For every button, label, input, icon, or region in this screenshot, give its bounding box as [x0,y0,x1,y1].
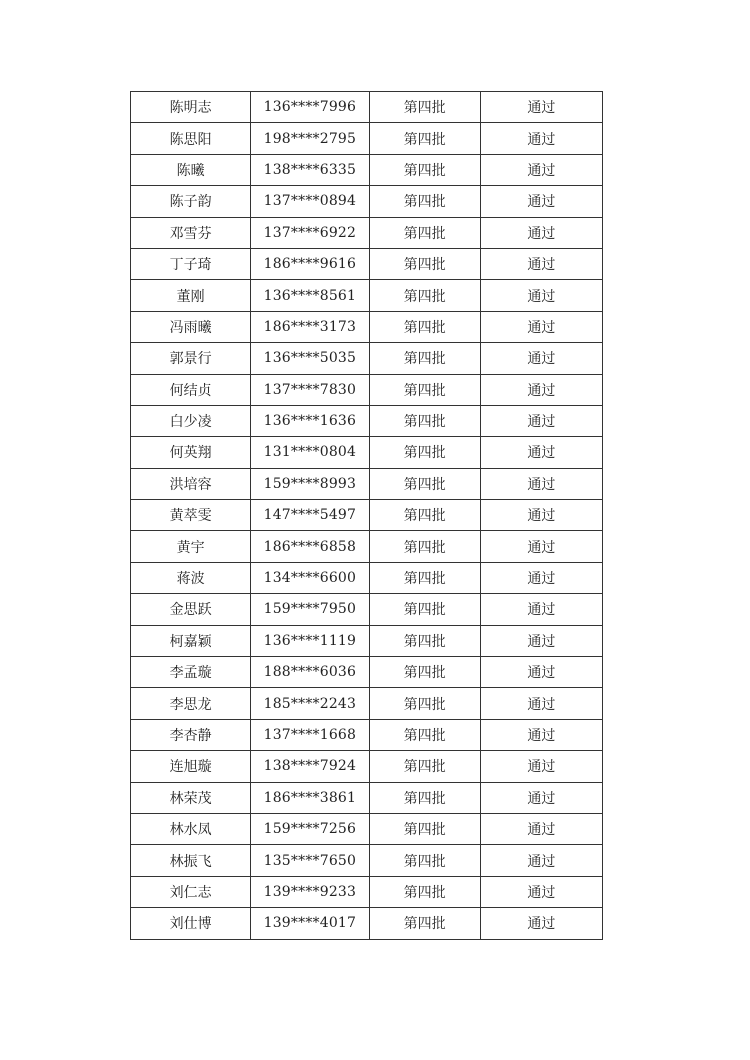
batch-cell: 第四批 [369,500,480,531]
phone-cell: 198****2795 [251,123,369,154]
status-cell: 通过 [480,531,602,562]
status-cell: 通过 [480,92,602,123]
phone-cell: 186****9616 [251,248,369,279]
table-row [131,248,603,279]
status-cell: 通过 [480,562,602,593]
name-cell: 柯嘉颖 [131,625,251,656]
table-row [131,343,603,374]
name-cell: 蒋波 [131,562,251,593]
status-cell: 通过 [480,217,602,248]
status-cell: 通过 [480,343,602,374]
status-cell: 通过 [480,876,602,907]
batch-cell: 第四批 [369,248,480,279]
batch-cell: 第四批 [369,123,480,154]
batch-cell: 第四批 [369,437,480,468]
batch-cell: 第四批 [369,876,480,907]
status-cell: 通过 [480,468,602,499]
name-cell: 白少凌 [131,405,251,436]
phone-cell: 139****9233 [251,876,369,907]
batch-cell: 第四批 [369,343,480,374]
batch-cell: 第四批 [369,782,480,813]
status-cell: 通过 [480,657,602,688]
table-row [131,562,603,593]
table-row [131,374,603,405]
table-row [131,405,603,436]
table-row [131,186,603,217]
name-cell: 洪培容 [131,468,251,499]
batch-cell: 第四批 [369,154,480,185]
status-cell: 通过 [480,123,602,154]
status-cell: 通过 [480,625,602,656]
status-cell: 通过 [480,594,602,625]
batch-cell: 第四批 [369,217,480,248]
phone-cell: 147****5497 [251,500,369,531]
batch-cell: 第四批 [369,311,480,342]
table-row [131,876,603,907]
batch-cell: 第四批 [369,280,480,311]
table-row [131,625,603,656]
batch-cell: 第四批 [369,719,480,750]
status-cell: 通过 [480,280,602,311]
name-cell: 林水凤 [131,813,251,844]
status-cell: 通过 [480,908,602,939]
batch-cell: 第四批 [369,531,480,562]
status-cell: 通过 [480,311,602,342]
phone-cell: 188****6036 [251,657,369,688]
name-cell: 刘仁志 [131,876,251,907]
phone-cell: 139****4017 [251,908,369,939]
table-row [131,92,603,123]
batch-cell: 第四批 [369,751,480,782]
roster-table [130,91,603,940]
name-cell: 黄萃雯 [131,500,251,531]
table-row [131,500,603,531]
status-cell: 通过 [480,688,602,719]
batch-cell: 第四批 [369,657,480,688]
name-cell: 陈曦 [131,154,251,185]
batch-cell: 第四批 [369,186,480,217]
name-cell: 连旭璇 [131,751,251,782]
table-row [131,123,603,154]
batch-cell: 第四批 [369,92,480,123]
name-cell: 何英翔 [131,437,251,468]
phone-cell: 159****8993 [251,468,369,499]
phone-cell: 131****0804 [251,437,369,468]
phone-cell: 136****7996 [251,92,369,123]
table-row [131,845,603,876]
name-cell: 陈明志 [131,92,251,123]
name-cell: 陈子韵 [131,186,251,217]
table-row [131,908,603,939]
table-row [131,813,603,844]
phone-cell: 138****6335 [251,154,369,185]
phone-cell: 137****1668 [251,719,369,750]
table-row [131,154,603,185]
phone-cell: 137****0894 [251,186,369,217]
table-row [131,217,603,248]
status-cell: 通过 [480,248,602,279]
status-cell: 通过 [480,500,602,531]
batch-cell: 第四批 [369,374,480,405]
status-cell: 通过 [480,719,602,750]
name-cell: 何结贞 [131,374,251,405]
phone-cell: 186****3861 [251,782,369,813]
table-row [131,751,603,782]
phone-cell: 185****2243 [251,688,369,719]
name-cell: 董刚 [131,280,251,311]
name-cell: 李孟璇 [131,657,251,688]
table-row [131,531,603,562]
table-row [131,688,603,719]
table-row [131,594,603,625]
name-cell: 丁子琦 [131,248,251,279]
batch-cell: 第四批 [369,594,480,625]
phone-cell: 134****6600 [251,562,369,593]
name-cell: 冯雨曦 [131,311,251,342]
phone-cell: 137****6922 [251,217,369,248]
status-cell: 通过 [480,405,602,436]
name-cell: 刘仕博 [131,908,251,939]
phone-cell: 137****7830 [251,374,369,405]
phone-cell: 138****7924 [251,751,369,782]
status-cell: 通过 [480,374,602,405]
status-cell: 通过 [480,186,602,217]
table-row [131,468,603,499]
name-cell: 林振飞 [131,845,251,876]
table-row [131,280,603,311]
batch-cell: 第四批 [369,908,480,939]
status-cell: 通过 [480,751,602,782]
phone-cell: 135****7650 [251,845,369,876]
phone-cell: 186****3173 [251,311,369,342]
name-cell: 黄宇 [131,531,251,562]
batch-cell: 第四批 [369,562,480,593]
name-cell: 陈思阳 [131,123,251,154]
status-cell: 通过 [480,437,602,468]
batch-cell: 第四批 [369,845,480,876]
table-row [131,657,603,688]
status-cell: 通过 [480,845,602,876]
table-row [131,782,603,813]
batch-cell: 第四批 [369,405,480,436]
batch-cell: 第四批 [369,625,480,656]
name-cell: 李杏静 [131,719,251,750]
batch-cell: 第四批 [369,468,480,499]
phone-cell: 186****6858 [251,531,369,562]
status-cell: 通过 [480,813,602,844]
phone-cell: 136****5035 [251,343,369,374]
table-row [131,311,603,342]
status-cell: 通过 [480,782,602,813]
status-cell: 通过 [480,154,602,185]
table-row [131,437,603,468]
name-cell: 李思龙 [131,688,251,719]
phone-cell: 136****1119 [251,625,369,656]
phone-cell: 159****7950 [251,594,369,625]
table-row [131,719,603,750]
name-cell: 金思跃 [131,594,251,625]
name-cell: 郭景行 [131,343,251,374]
phone-cell: 159****7256 [251,813,369,844]
phone-cell: 136****8561 [251,280,369,311]
batch-cell: 第四批 [369,813,480,844]
roster-table-body [131,92,603,940]
name-cell: 邓雪芬 [131,217,251,248]
batch-cell: 第四批 [369,688,480,719]
name-cell: 林荣茂 [131,782,251,813]
phone-cell: 136****1636 [251,405,369,436]
